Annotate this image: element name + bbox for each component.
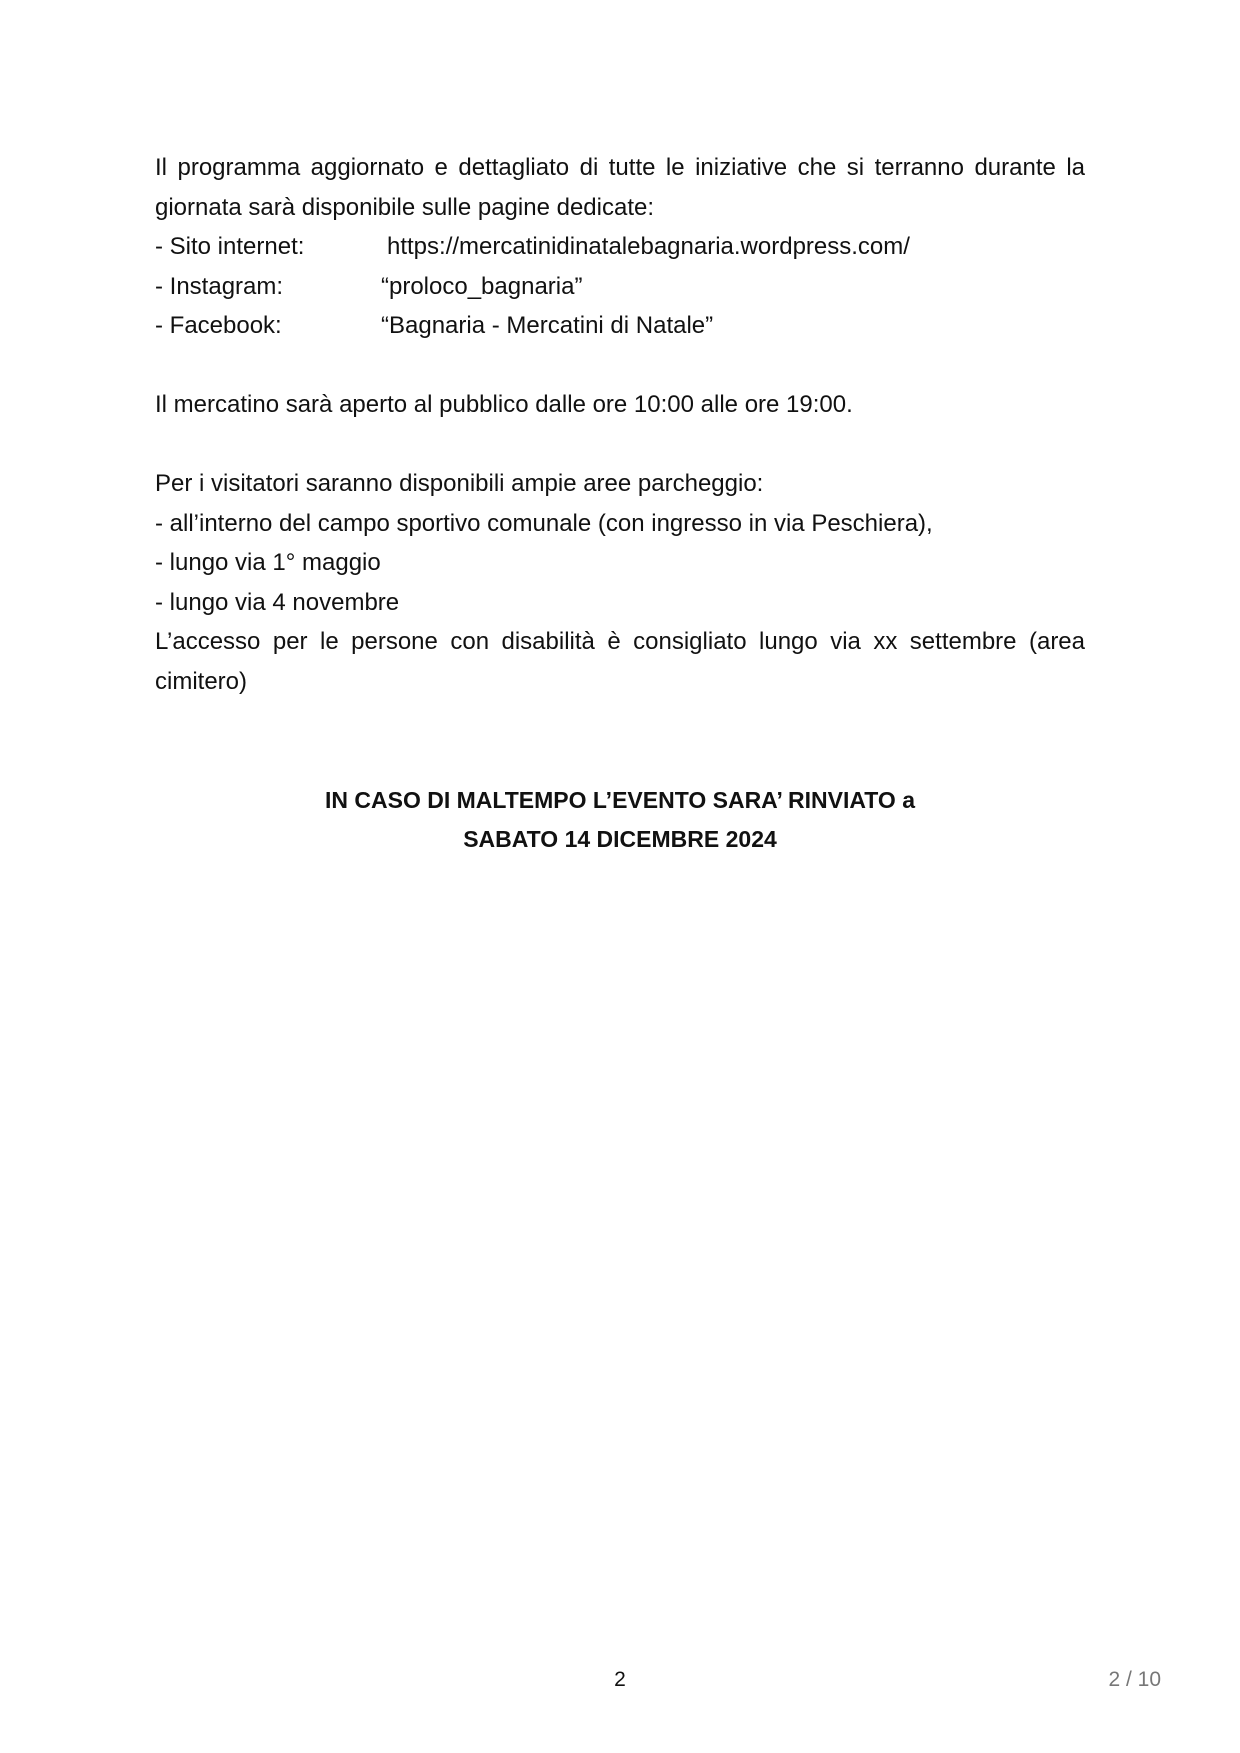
parking-item-3: - lungo via 4 novembre xyxy=(155,588,400,616)
opening-hours: Il mercatino sarà aperto al pubblico dalle ore 10:00 alle ore 19:00. xyxy=(155,391,853,418)
contact-instagram xyxy=(155,267,1085,307)
weather-notice-line-2: SABATO 14 DICEMBRE 2024 xyxy=(463,826,777,852)
program-line-2: giornata sarà disponibile sulle pagine dedicate: xyxy=(155,193,655,221)
parking-item-2: - lungo via 1° maggio xyxy=(155,549,381,576)
page-body xyxy=(155,148,1085,701)
weather-notice-line-1: IN CASO DI MALTEMPO L’EVENTO SARA’ RINVIATO a xyxy=(325,787,915,813)
parking-item-1: - all’interno del campo sportivo comunale (con ingresso in via Peschiera), xyxy=(155,509,933,537)
contact-facebook-value: “Bagnaria - Mercatini di Natale” xyxy=(381,312,714,339)
contact-facebook-label: - Facebook: xyxy=(155,312,282,339)
contact-website xyxy=(155,227,1085,267)
contact-instagram-label: - Instagram: xyxy=(155,272,284,300)
contact-website-value[interactable]: https://mercatinidinatalebagnaria.wordpress.com/ xyxy=(387,233,910,260)
spacer xyxy=(155,346,1085,386)
weather-notice xyxy=(155,781,1085,859)
spacer xyxy=(155,425,1085,465)
contact-facebook xyxy=(155,306,1085,346)
parking-intro: Per i visitatori saranno disponibili ampie aree parcheggio: xyxy=(155,470,764,497)
program-paragraph xyxy=(155,148,1085,227)
parking-section xyxy=(155,464,1085,701)
program-line-1: Il programma aggiornato e dettagliato di tutte le iniziative che si terranno durante la xyxy=(155,154,1085,181)
contact-instagram-value: “proloco_bagnaria” xyxy=(381,272,583,300)
accessibility-line-2: cimitero) xyxy=(155,667,248,695)
page-counter: 2 / 10 xyxy=(1108,1668,1161,1691)
accessibility-line-1: L’accesso per le persone con disabilità è consigliato lungo via xx settembre (area xyxy=(155,628,1085,655)
page-number: 2 xyxy=(614,1668,626,1691)
contact-list xyxy=(155,227,1085,346)
contact-website-label: - Sito internet: xyxy=(155,233,305,260)
